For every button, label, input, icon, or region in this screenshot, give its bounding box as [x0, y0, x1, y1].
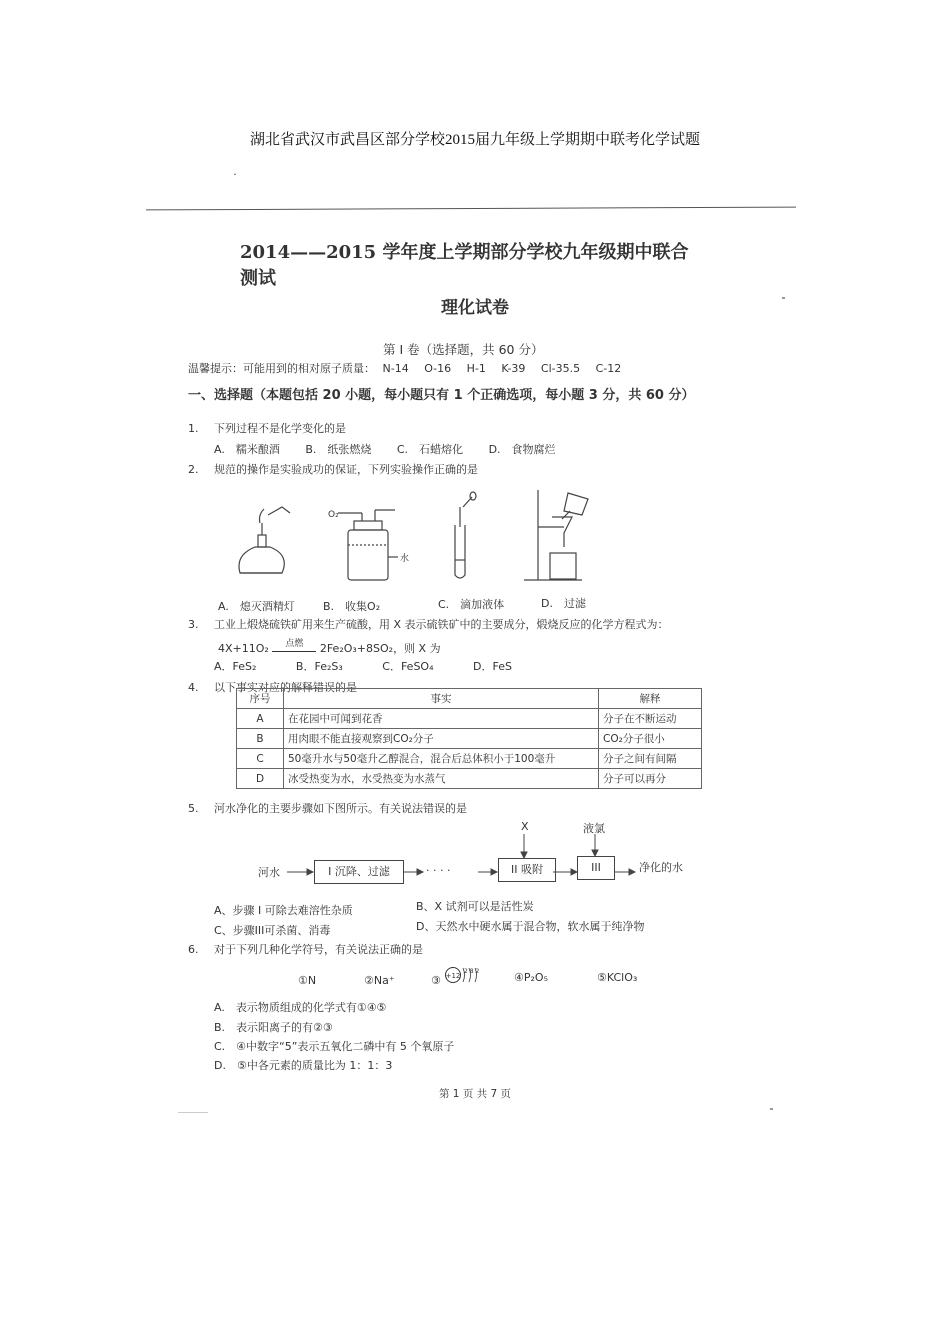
q6-option-c: C. ④中数字“5”表示五氧化二磷中有 5 个氧原子 — [214, 1040, 455, 1053]
q3-options — [214, 658, 534, 674]
atom-nucleus-charge: +12 — [445, 972, 461, 980]
water-label: 水 — [400, 554, 410, 564]
q3-option-a: A．FeS₂ — [214, 660, 257, 673]
q2-option-a: A. 熄灭酒精灯 — [218, 600, 295, 613]
q5-stem — [188, 800, 467, 816]
q1-option-d: D. 食物腐烂 — [488, 443, 556, 456]
gas-bottle-figure — [338, 510, 398, 580]
row-b-seq: B — [237, 729, 284, 749]
q6-stem — [188, 941, 423, 957]
header-explain: 解释 — [599, 689, 702, 709]
flow-output: 净化的水 — [639, 861, 683, 874]
page-footer: 第 1 页 共 7 页 — [438, 1088, 512, 1100]
q1-option-c: C. 石蜡熔化 — [396, 443, 464, 456]
q1-stem — [188, 420, 346, 436]
filtration-figure — [524, 490, 588, 580]
section-heading: 第 I 卷（选择题，共 60 分） — [383, 342, 544, 357]
row-c-seq: C — [237, 749, 284, 769]
q1-number: 1. — [188, 422, 199, 435]
atom-shell-electrons: 2 8 2 — [464, 968, 480, 975]
header-fact: 事实 — [284, 689, 599, 709]
q3-stem — [188, 616, 669, 632]
q5-option-b: B、X 试剂可以是活性炭 — [416, 900, 534, 913]
header-rule — [146, 207, 796, 211]
table-row — [237, 709, 702, 729]
q3-equation — [218, 640, 441, 656]
q1-option-b: B. 纸张燃烧 — [305, 443, 372, 456]
q5-option-a: A、步骤 I 可除去难溶性杂质 — [214, 904, 353, 917]
q2-number: 2. — [188, 463, 199, 476]
flow-dots: · · · · — [426, 864, 451, 877]
q4-facts-table — [236, 688, 702, 789]
q3-eq-left: 4X+11O₂ — [218, 642, 269, 655]
mass-n: N-14 — [382, 362, 409, 375]
q6-option-a: A. 表示物质组成的化学式有①④⑤ — [214, 1001, 387, 1014]
q4-number: 4. — [188, 681, 199, 694]
table-header-row — [237, 689, 702, 709]
q3-number: 3. — [188, 618, 199, 631]
atomic-mass-tip — [188, 360, 633, 376]
symbol-3: ③ — [431, 974, 441, 987]
row-d-explain: 分子可以再分 — [599, 769, 702, 789]
row-b-fact: 用肉眼不能直接观察到CO₂分子 — [284, 729, 599, 749]
q5-option-c: C、步骤III可杀菌、消毒 — [214, 924, 331, 937]
stray-mark: ˙ — [232, 172, 238, 186]
table-row — [237, 749, 702, 769]
q6-option-d: D. ⑤中各元素的质量比为 1：1：3 — [214, 1059, 393, 1072]
exam-subtitle: 理化试卷 — [441, 298, 509, 318]
q2-apparatus-figure — [220, 485, 610, 590]
q3-eq-right: 2Fe₂O₃+8SO₂，则 X 为 — [319, 642, 441, 655]
scan-speck — [782, 297, 785, 299]
header-seq: 序号 — [237, 689, 284, 709]
q1-option-a: A. 糯米酿酒 — [214, 443, 280, 456]
q5-number: 5. — [188, 802, 199, 815]
q3-option-c: C．FeSO₄ — [382, 660, 434, 673]
row-c-fact: 50毫升水与50毫升乙醇混合，混合后总体积小于100毫升 — [284, 749, 599, 769]
dropper-testtube-figure — [455, 492, 476, 578]
q3-text: 工业上煅烧硫铁矿用来生产硫酸，用 X 表示硫铁矿中的主要成分，煅烧反应的化学方程式为： — [214, 618, 669, 631]
mass-c: C-12 — [595, 362, 622, 375]
mass-h: H-1 — [466, 362, 486, 375]
o2-label: O₂ — [328, 510, 339, 520]
flow-step2-box: II 吸附 — [498, 858, 556, 882]
scan-speck — [770, 1108, 773, 1110]
q6-text: 对于下列几种化学符号，有关说法正确的是 — [214, 943, 423, 956]
row-d-fact: 冰受热变为水，水受热变为水蒸气 — [284, 769, 599, 789]
table-row — [237, 769, 702, 789]
q3-eq-condition: 点燃 — [285, 639, 304, 649]
alcohol-lamp-figure — [239, 507, 290, 573]
q6-number: 6. — [188, 943, 199, 956]
q3-option-d: D．FeS — [473, 660, 512, 673]
table-row — [237, 729, 702, 749]
q5-option-d: D、天然水中硬水属于混合物，软水属于纯净物 — [416, 920, 645, 933]
q3-option-b: B．Fe₂S₃ — [295, 660, 343, 673]
row-a-fact: 在花园中可闻到花香 — [284, 709, 599, 729]
row-c-explain: 分子之间有间隔 — [599, 749, 702, 769]
mass-cl: Cl-35.5 — [540, 362, 581, 375]
document-title: 湖北省武汉市武昌区部分学校2015届九年级上学期期中联考化学试题 — [249, 132, 700, 148]
scan-speck — [178, 1112, 208, 1113]
symbol-1: ①N — [298, 974, 317, 987]
q2-option-b: B. 收集O₂ — [323, 600, 381, 613]
flow-river: 河水 — [258, 866, 280, 879]
atom-structure-diagram — [444, 964, 484, 986]
symbol-5: ⑤KClO₃ — [597, 971, 638, 984]
q4-text: 以下事实对应的解释错误的是 — [214, 681, 357, 694]
row-b-explain: CO₂分子很小 — [599, 729, 702, 749]
q2-option-d: D. 过滤 — [541, 597, 586, 610]
row-a-explain: 分子在不断运动 — [599, 709, 702, 729]
q5-text: 河水净化的主要步骤如下图所示。有关说法错误的是 — [214, 802, 467, 815]
mass-k: K-39 — [501, 362, 526, 375]
q6-option-b: B. 表示阳离子的有②③ — [214, 1021, 333, 1034]
row-d-seq: D — [237, 769, 284, 789]
row-a-seq: A — [237, 709, 284, 729]
flow-chlorine-label: 液氯 — [583, 822, 605, 835]
part-title: 一、选择题（本题包括 20 小题，每小题只有 1 个正确选项，每小题 3 分，共 60 分） — [188, 388, 695, 403]
q2-text: 规范的操作是实验成功的保证，下列实验操作正确的是 — [214, 463, 478, 476]
symbol-4: ④P₂O₅ — [514, 971, 548, 984]
q1-options — [214, 441, 578, 457]
q2-stem — [188, 461, 478, 477]
q1-text: 下列过程不是化学变化的是 — [214, 422, 346, 435]
mass-o: O-16 — [424, 362, 452, 375]
flow-step3-box: III — [577, 856, 615, 880]
tip-label: 温馨提示：可能用到的相对原子质量： — [188, 362, 375, 375]
q2-option-c: C. 滴加液体 — [438, 598, 505, 611]
flow-step1-box: I 沉降、过滤 — [314, 860, 404, 884]
flow-x-label: X — [521, 820, 529, 833]
symbol-2: ②Na⁺ — [364, 974, 395, 987]
exam-title: 2014——2015 学年度上学期部分学校九年级期中联合测试 — [240, 242, 689, 289]
